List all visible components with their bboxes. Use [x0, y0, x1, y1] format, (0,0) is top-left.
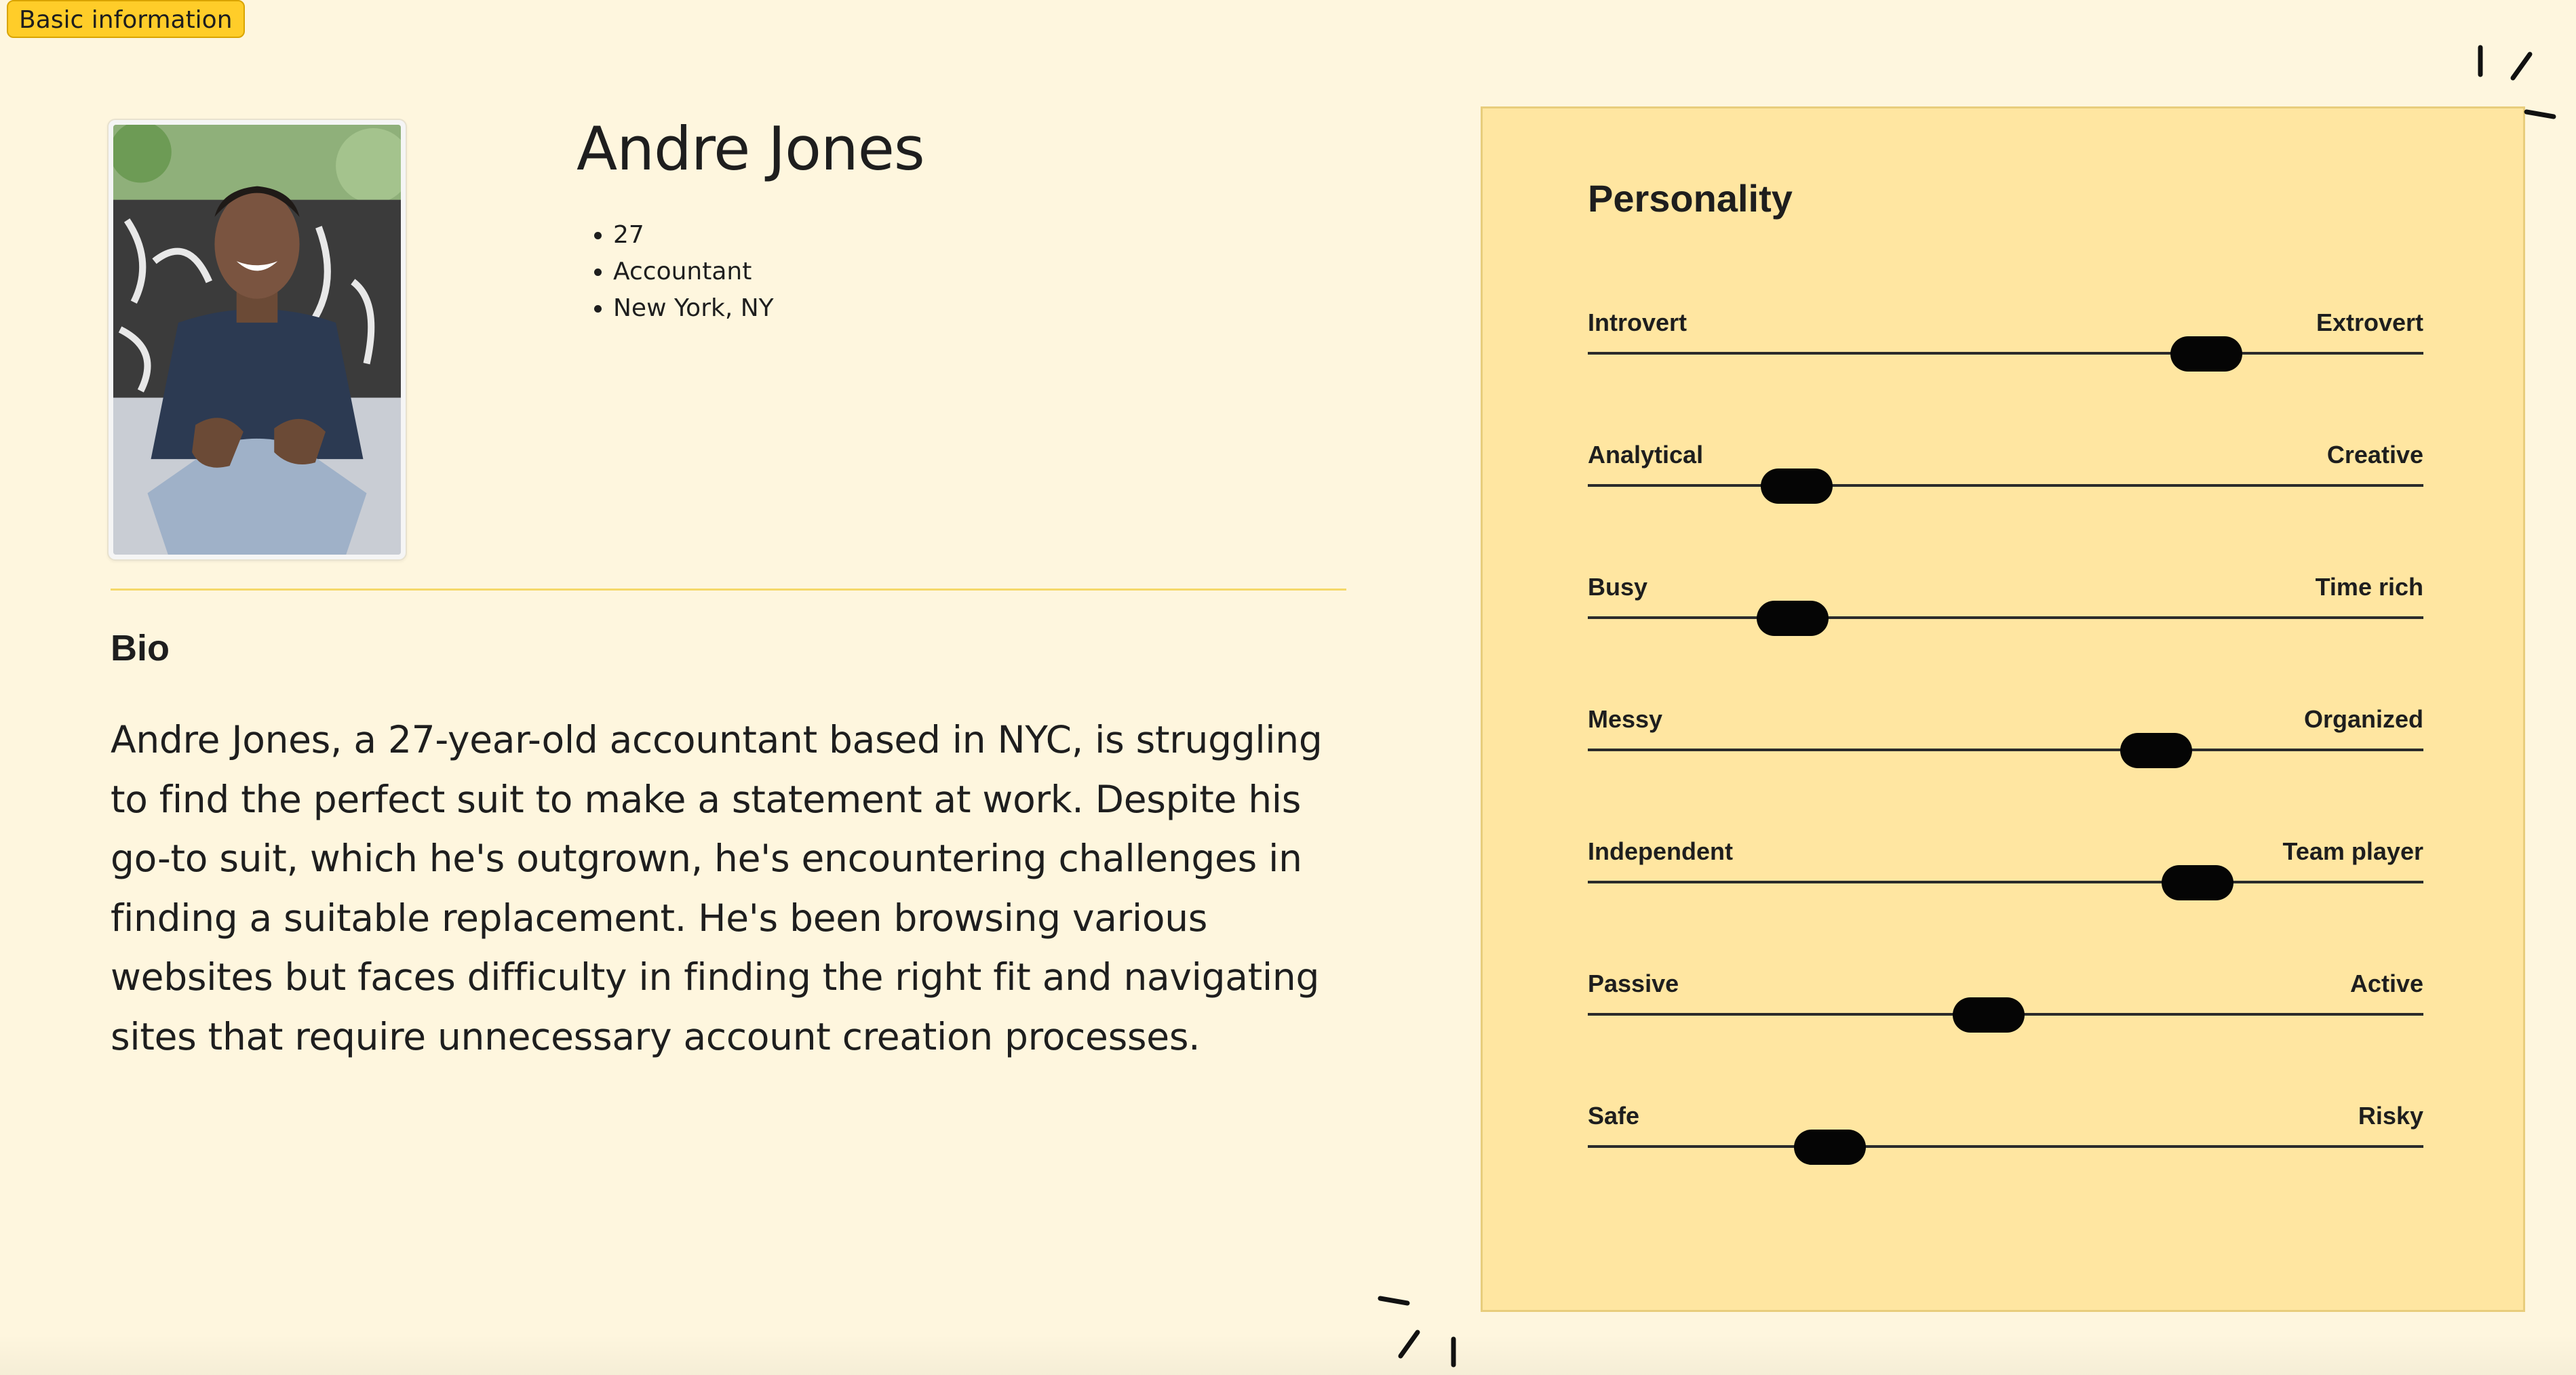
profile-photo [107, 119, 407, 561]
trait-left-label: Busy [1588, 573, 1648, 601]
slider-track[interactable] [1588, 352, 2423, 355]
sparkle-doodle-top-right-icon [2462, 37, 2564, 125]
trait-slider-safe-risky[interactable] [1588, 1102, 2423, 1163]
slider-track[interactable] [1588, 1145, 2423, 1148]
bio-text: Andre Jones, a 27-year-old accountant based in NYC, is struggling to find the perfect suit to make a statement at work. Despite his go-to suit, which he's outgrown, he's encountering challenges in finding a suitable replacement. He's been browsing various websites but faces difficulty in finding the right fit and navigating sites that require unnecessary account creation processes. [111, 718, 1323, 1058]
fact-location: • New York, NY [613, 290, 774, 327]
trait-left-label: Safe [1588, 1102, 1640, 1130]
personality-heading: Personality [1588, 177, 1793, 220]
bottom-shade [0, 1334, 2576, 1375]
trait-right-label: Creative [2326, 441, 2423, 469]
slider-track[interactable] [1588, 484, 2423, 487]
slider-track[interactable] [1588, 881, 2423, 883]
slider-thumb[interactable] [2120, 733, 2192, 768]
trait-slider-independent-teamplayer[interactable] [1588, 837, 2423, 898]
trait-left-label: Introvert [1588, 308, 1687, 336]
slider-thumb[interactable] [1761, 469, 1833, 504]
trait-slider-busy-timerich[interactable] [1588, 573, 2423, 634]
trait-slider-introvert-extrovert[interactable] [1588, 308, 2423, 370]
trait-left-label: Analytical [1588, 441, 1704, 469]
bio-heading: Bio [111, 628, 170, 669]
trait-right-label: Team player [2282, 837, 2423, 865]
trait-left-label: Messy [1588, 705, 1663, 733]
sparkle-doodle-bottom-icon [1370, 1285, 1472, 1373]
trait-left-label: Independent [1588, 837, 1733, 865]
slider-thumb[interactable] [2170, 336, 2242, 372]
slider-thumb[interactable] [1953, 997, 2025, 1033]
personality-panel [1481, 106, 2525, 1312]
trait-left-label: Passive [1588, 970, 1679, 997]
trait-slider-passive-active[interactable] [1588, 970, 2423, 1031]
persona-name: Andre Jones [577, 114, 924, 184]
fact-age: • 27 [613, 217, 774, 254]
trait-right-label: Risky [2358, 1102, 2423, 1130]
slider-track[interactable] [1588, 749, 2423, 751]
basic-facts-list [577, 217, 774, 327]
section-divider [111, 589, 1346, 591]
trait-slider-messy-organized[interactable] [1588, 705, 2423, 766]
slider-track[interactable] [1588, 616, 2423, 619]
slider-thumb[interactable] [1757, 601, 1829, 636]
person-photo-illustration [113, 125, 401, 555]
trait-right-label: Organized [2303, 705, 2423, 733]
trait-right-label: Active [2349, 970, 2423, 997]
section-tag[interactable]: Basic information [7, 0, 245, 38]
trait-right-label: Extrovert [2316, 308, 2423, 336]
fact-occupation: • Accountant [613, 254, 774, 290]
trait-slider-analytical-creative[interactable] [1588, 441, 2423, 502]
slider-thumb[interactable] [2162, 865, 2233, 900]
slider-thumb[interactable] [1794, 1130, 1866, 1165]
trait-right-label: Time rich [2315, 573, 2423, 601]
